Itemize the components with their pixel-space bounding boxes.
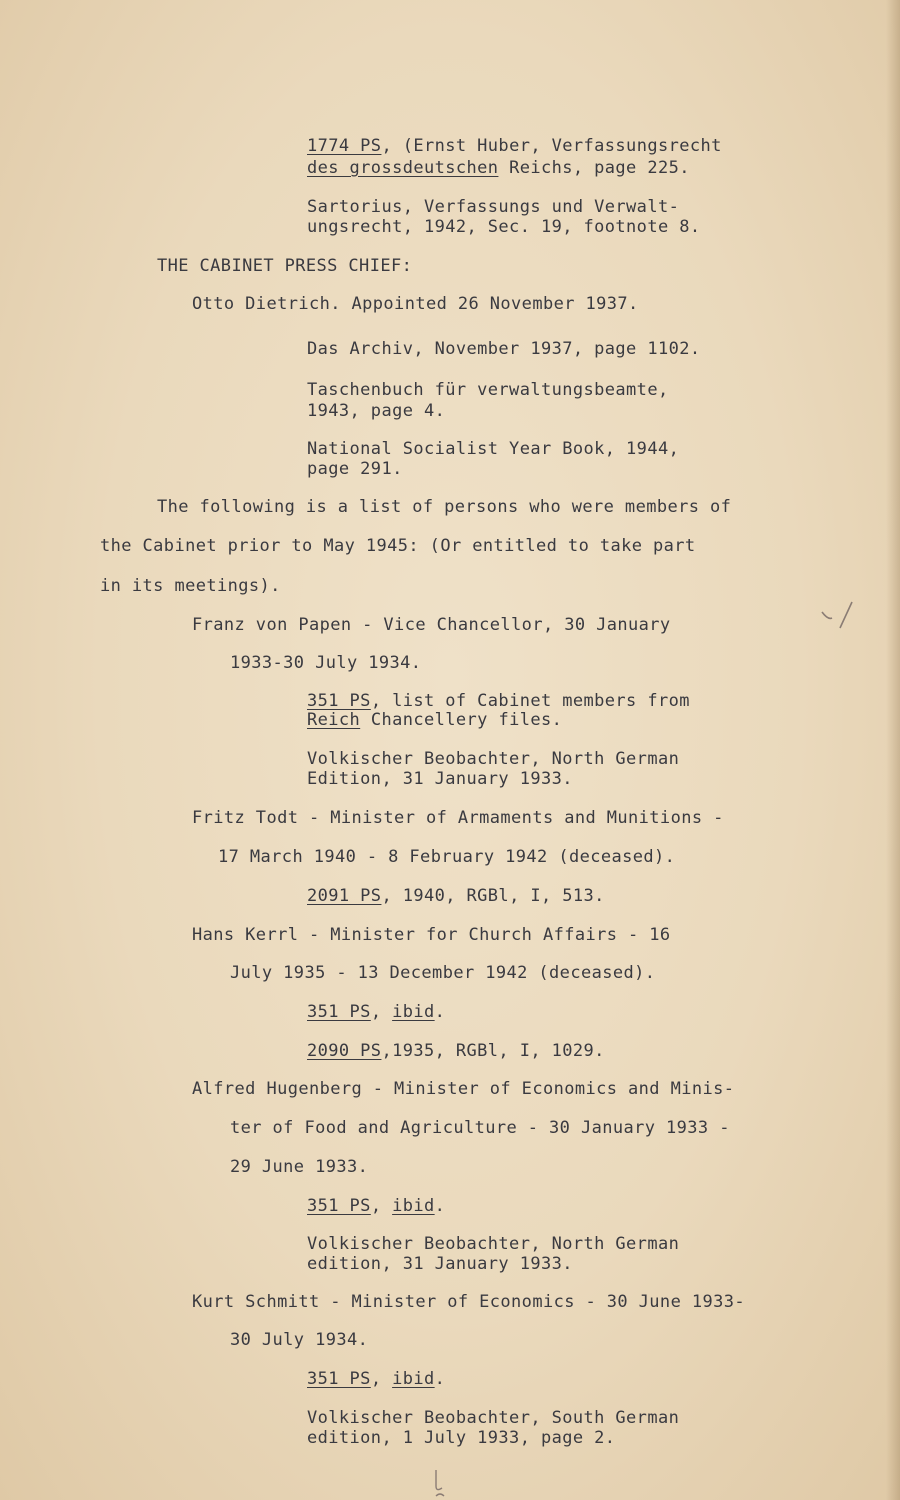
document-ref: 351 PS [307, 1002, 371, 1022]
citation-underlined-text: Reich [307, 710, 361, 730]
citation-text: , list of Cabinet members from [370, 691, 690, 711]
document-ref: 2090 PS [307, 1041, 382, 1061]
source-taschenbuch-line2: 1943, page 4. [307, 401, 446, 421]
source-das-archiv: Das Archiv, November 1937, page 1102. [307, 339, 701, 359]
citation-sep: , [370, 1369, 393, 1389]
citation-text: Reichs, page 225. [498, 158, 690, 178]
citation-underlined-text: des grossdeutschen [307, 158, 499, 178]
citation-text: , (Ernst Huber, Verfassungsrecht [381, 136, 722, 156]
section-heading: THE CABINET PRESS CHIEF: [157, 256, 413, 276]
margin-check-mark [818, 598, 858, 634]
todt-entry-line2: 17 March 1940 - 8 February 1942 (deceased). [218, 847, 676, 867]
citation-dot: . [434, 1369, 446, 1389]
sartorius-line2: ungsrecht, 1942, Sec. 19, footnote 8. [307, 217, 701, 237]
todt-entry-line1: Fritz Todt - Minister of Armaments and Munitions - [192, 808, 724, 828]
papen-ref-line1 [307, 691, 690, 711]
source-taschenbuch-line1: Taschenbuch für verwaltungsbeamte, [307, 380, 669, 400]
citation-sep: , [370, 1196, 393, 1216]
papen-ref-line2 [307, 710, 562, 730]
source-yearbook-line1: National Socialist Year Book, 1944, [307, 439, 680, 459]
kerrl-ref2 [307, 1041, 605, 1061]
kerrl-entry-line2: July 1935 - 13 December 1942 (deceased). [230, 963, 656, 983]
papen-vb-line2: Edition, 31 January 1933. [307, 769, 573, 789]
papen-entry-line2: 1933-30 July 1934. [230, 653, 422, 673]
dietrich-appointment: Otto Dietrich. Appointed 26 November 1937. [192, 294, 639, 314]
document-ref: 351 PS [307, 691, 371, 711]
todt-ref [307, 886, 605, 906]
hugenberg-vb-line1: Volkischer Beobachter, North German [307, 1234, 680, 1254]
source-yearbook-line2: page 291. [307, 459, 403, 479]
intro-line2: the Cabinet prior to May 1945: (Or entitled to take part [100, 536, 696, 556]
schmitt-vb-line2: edition, 1 July 1933, page 2. [307, 1428, 616, 1448]
page-edge-shadow [886, 0, 900, 1500]
hugenberg-ref [307, 1196, 445, 1216]
citation-dot: . [434, 1196, 446, 1216]
huber-citation-line1 [307, 136, 722, 156]
citation-text: Chancellery files. [360, 710, 563, 730]
hugenberg-entry-line1: Alfred Hugenberg - Minister of Economics and Minis- [192, 1079, 735, 1099]
citation-dot: . [434, 1002, 446, 1022]
document-ref: 2091 PS [307, 886, 382, 906]
intro-line1: The following is a list of persons who were members of [157, 497, 732, 517]
ibid-text: ibid [392, 1002, 435, 1022]
ibid-text: ibid [392, 1196, 435, 1216]
hugenberg-entry-line2: ter of Food and Agriculture - 30 January 1933 - [230, 1118, 730, 1138]
bottom-stray-mark [428, 1466, 452, 1500]
document-ref: 351 PS [307, 1369, 371, 1389]
ibid-text: ibid [392, 1369, 435, 1389]
document-ref: 351 PS [307, 1196, 371, 1216]
schmitt-vb-line1: Volkischer Beobachter, South German [307, 1408, 680, 1428]
schmitt-ref [307, 1369, 445, 1389]
citation-text: ,1935, RGBl, I, 1029. [381, 1041, 605, 1061]
schmitt-entry-line2: 30 July 1934. [230, 1330, 369, 1350]
huber-citation-line2 [307, 158, 690, 178]
papen-entry-line1: Franz von Papen - Vice Chancellor, 30 January [192, 615, 671, 635]
citation-sep: , [370, 1002, 393, 1022]
schmitt-entry-line1: Kurt Schmitt - Minister of Economics - 30 June 1933- [192, 1292, 746, 1312]
hugenberg-entry-line3: 29 June 1933. [230, 1157, 369, 1177]
kerrl-ref1 [307, 1002, 445, 1022]
citation-text: , 1940, RGBl, I, 513. [381, 886, 605, 906]
sartorius-line1: Sartorius, Verfassungs und Verwalt- [307, 197, 680, 217]
document-ref: 1774 PS [307, 136, 382, 156]
papen-vb-line1: Volkischer Beobachter, North German [307, 749, 680, 769]
hugenberg-vb-line2: edition, 31 January 1933. [307, 1254, 573, 1274]
intro-line3: in its meetings). [100, 576, 281, 596]
kerrl-entry-line1: Hans Kerrl - Minister for Church Affairs - 16 [192, 925, 671, 945]
